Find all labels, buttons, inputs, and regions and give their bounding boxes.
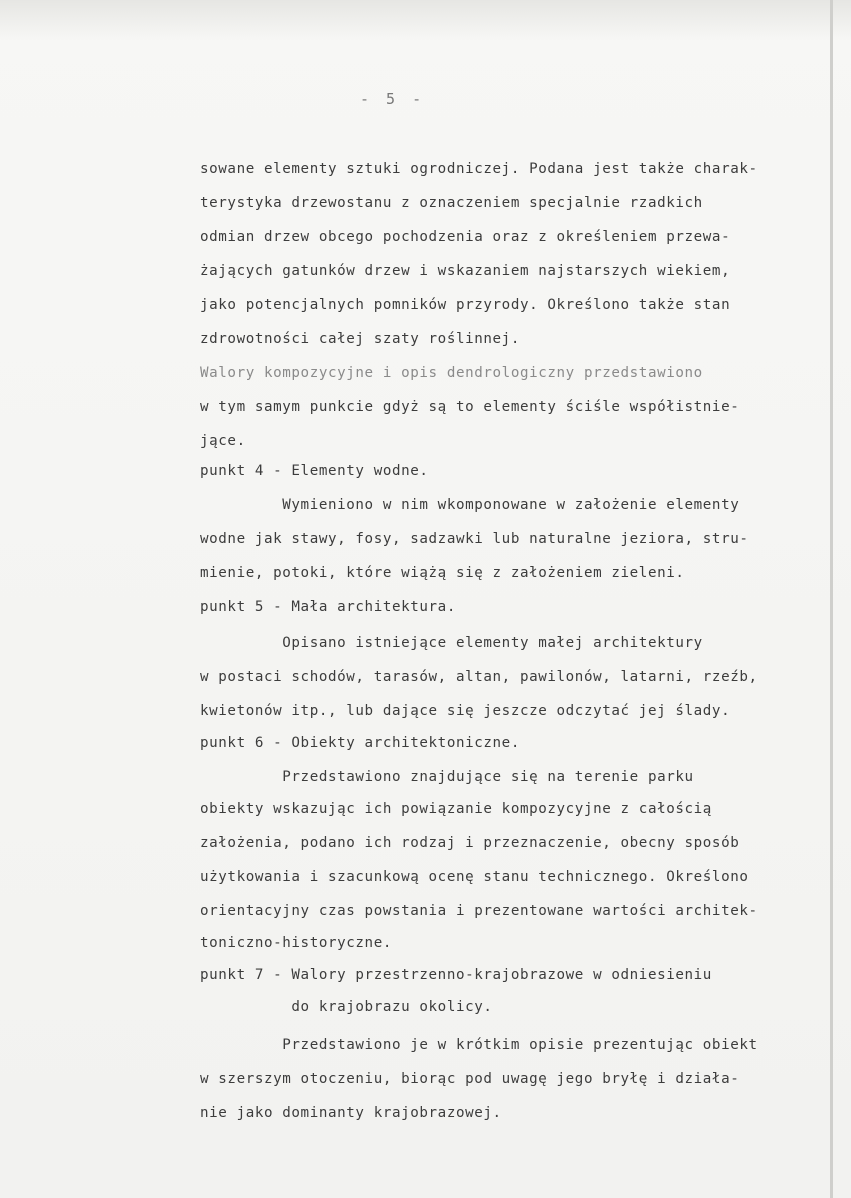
text-line: Walory kompozycyjne i opis dendrologiczny przedstawiono: [200, 365, 703, 381]
text-line: Wymieniono w nim wkomponowane w założenie elementy: [200, 497, 740, 513]
text-line: wodne jak stawy, fosy, sadzawki lub naturalne jeziora, stru-: [200, 531, 749, 547]
text-line: w tym samym punkcie gdyż są to elementy ściśle współistnie-: [200, 399, 740, 415]
text-line: Przedstawiono je w krótkim opisie prezentując obiekt: [200, 1037, 758, 1053]
text-line: odmian drzew obcego pochodzenia oraz z określeniem przewa-: [200, 229, 731, 245]
text-line: nie jako dominanty krajobrazowej.: [200, 1105, 502, 1121]
page-number: - 5 -: [360, 90, 426, 108]
text-line: Opisano istniejące elementy małej architektury: [200, 635, 703, 651]
text-line: użytkowania i szacunkową ocenę stanu technicznego. Określono: [200, 869, 749, 885]
scan-shadow-top: [0, 0, 851, 40]
text-line: do krajobrazu okolicy.: [200, 999, 493, 1015]
text-line: obiekty wskazując ich powiązanie kompozycyjne z całością: [200, 801, 712, 817]
text-line: orientacyjny czas powstania i prezentowane wartości architek-: [200, 903, 758, 919]
section-heading: punkt 7 - Walory przestrzenno-krajobrazowe w odniesieniu: [200, 967, 712, 983]
text-line: terystyka drzewostanu z oznaczeniem specjalnie rzadkich: [200, 195, 703, 211]
section-heading: punkt 6 - Obiekty architektoniczne.: [200, 735, 520, 751]
page-edge: [830, 0, 833, 1198]
text-line: toniczno-historyczne.: [200, 935, 392, 951]
text-line: jące.: [200, 433, 246, 449]
text-line: zdrowotności całej szaty roślinnej.: [200, 331, 520, 347]
text-line: sowane elementy sztuki ogrodniczej. Podana jest także charak-: [200, 161, 758, 177]
text-line: założenia, podano ich rodzaj i przeznaczenie, obecny sposób: [200, 835, 740, 851]
text-line: w postaci schodów, tarasów, altan, pawilonów, latarni, rzeźb,: [200, 669, 758, 685]
text-line: jako potencjalnych pomników przyrody. Określono także stan: [200, 297, 731, 313]
text-line: Przedstawiono znajdujące się na terenie parku: [200, 769, 694, 785]
text-line: kwietonów itp., lub dające się jeszcze odczytać jej ślady.: [200, 703, 731, 719]
text-line: w szerszym otoczeniu, biorąc pod uwagę jego bryłę i działa-: [200, 1071, 740, 1087]
section-heading: punkt 4 - Elementy wodne.: [200, 463, 429, 479]
text-line: mienie, potoki, które wiążą się z założeniem zieleni.: [200, 565, 685, 581]
section-heading: punkt 5 - Mała architektura.: [200, 599, 456, 615]
text-line: żających gatunków drzew i wskazaniem najstarszych wiekiem,: [200, 263, 731, 279]
